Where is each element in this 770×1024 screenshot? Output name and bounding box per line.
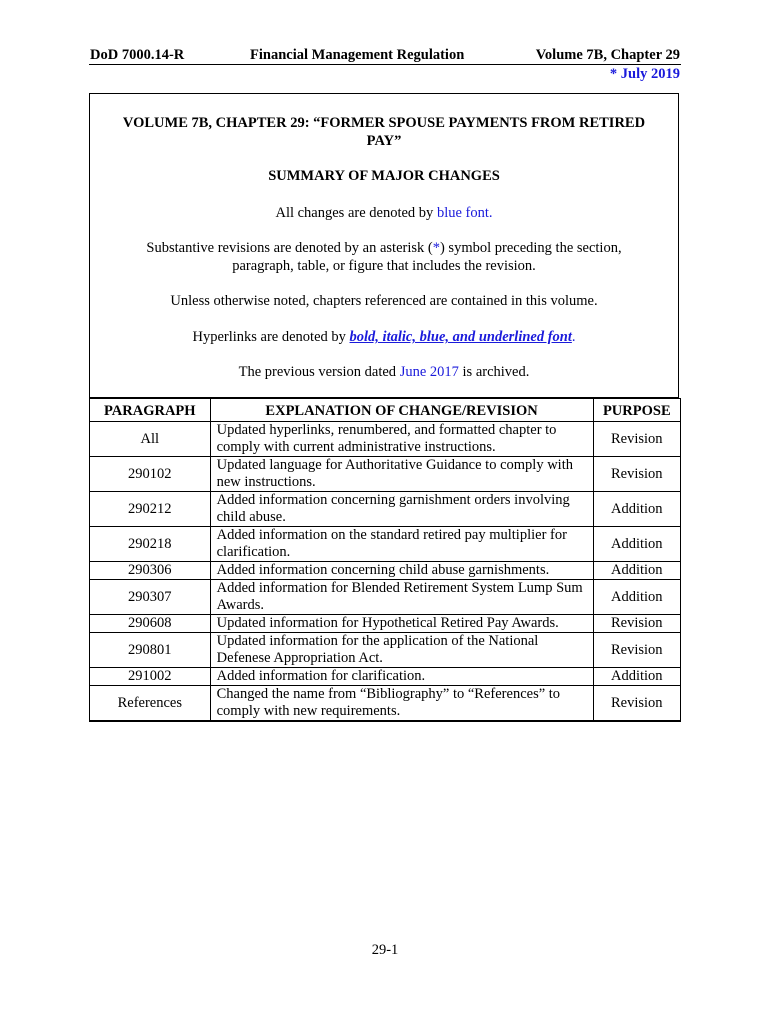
explanation-cell: Added information concerning garnishment orders involving child abuse. — [210, 492, 593, 527]
changes-table — [89, 398, 681, 722]
paragraph-cell: All — [90, 422, 211, 457]
explanation-cell: Added information concerning child abuse garnishments. — [210, 562, 593, 580]
purpose-cell: Revision — [593, 457, 680, 492]
explanation-cell: Added information for Blended Retirement System Lump Sum Awards. — [210, 580, 593, 615]
purpose-cell: Addition — [593, 580, 680, 615]
paragraph-cell: 290218 — [90, 527, 211, 562]
previous-version-suffix: is archived. — [458, 364, 530, 380]
header-regulation-title: Financial Management Regulation — [250, 47, 465, 63]
blue-font-note — [90, 204, 678, 222]
chapter-title — [90, 114, 678, 150]
purpose-cell: Revision — [593, 686, 680, 722]
table-row — [90, 615, 681, 633]
paragraph-cell: 290212 — [90, 492, 211, 527]
asterisk-symbol: * — [432, 240, 440, 256]
purpose-cell: Addition — [593, 492, 680, 527]
table-row — [90, 580, 681, 615]
chapter-title-line-1: VOLUME 7B, CHAPTER 29: “FORMER SPOUSE PAYMENTS FROM RETIRED — [122, 115, 646, 131]
previous-version-prefix: The previous version dated — [238, 364, 400, 380]
explanation-cell: Changed the name from “Bibliography” to “References” to comply with new requirements. — [210, 686, 593, 722]
paragraph-cell: 290306 — [90, 562, 211, 580]
substantive-note-1b: ) symbol preceding the section, — [439, 240, 622, 256]
header-date: * July 2019 — [609, 66, 680, 82]
paragraph-cell: 291002 — [90, 668, 211, 686]
chapters-note: Unless otherwise noted, chapters referenced are contained in this volume. — [170, 293, 598, 309]
hyperlinks-note — [90, 328, 678, 346]
table-row — [90, 422, 681, 457]
purpose-cell: Revision — [593, 615, 680, 633]
blue-font-note-suffix: . — [488, 205, 493, 221]
paragraph-cell: 290801 — [90, 633, 211, 668]
table-row — [90, 527, 681, 562]
paragraph-cell: 290102 — [90, 457, 211, 492]
summary-box — [89, 93, 679, 398]
table-row — [90, 668, 681, 686]
explanation-cell: Added information on the standard retired pay multiplier for clarification. — [210, 527, 593, 562]
paragraph-column-header: PARAGRAPH — [90, 399, 211, 422]
header-volume-chapter: Volume 7B, Chapter 29 — [535, 47, 680, 63]
explanation-cell: Added information for clarification. — [210, 668, 593, 686]
purpose-cell: Revision — [593, 422, 680, 457]
chapter-title-line-2: PAY” — [366, 133, 402, 149]
purpose-cell: Revision — [593, 633, 680, 668]
explanation-cell: Updated information for the application of the National Defenese Appropriation Act. — [210, 633, 593, 668]
substantive-note-line-2: paragraph, table, or figure that includes the revision. — [232, 258, 536, 274]
explanation-cell: Updated information for Hypothetical Retired Pay Awards. — [210, 615, 593, 633]
paragraph-cell: 290608 — [90, 615, 211, 633]
hyperlink-style-sample[interactable]: bold, italic, blue, and underlined font — [349, 329, 572, 345]
hyperlinks-note-suffix: . — [571, 329, 576, 345]
blue-font-note-prefix: All changes are denoted by — [275, 205, 437, 221]
explanation-cell: Updated hyperlinks, renumbered, and formatted chapter to comply with current administrative instructions. — [210, 422, 593, 457]
explanation-cell: Updated language for Authoritative Guidance to comply with new instructions. — [210, 457, 593, 492]
table-row — [90, 562, 681, 580]
previous-version-note — [90, 363, 678, 381]
header-rule — [89, 64, 681, 65]
hyperlinks-note-prefix: Hyperlinks are denoted by — [192, 329, 350, 345]
table-row — [90, 686, 681, 722]
paragraph-cell: References — [90, 686, 211, 722]
header-document-id: DoD 7000.14-R — [90, 47, 185, 63]
purpose-cell: Addition — [593, 562, 680, 580]
explanation-column-header: EXPLANATION OF CHANGE/REVISION — [210, 399, 593, 422]
table-row — [90, 633, 681, 668]
purpose-cell: Addition — [593, 527, 680, 562]
table-row — [90, 492, 681, 527]
purpose-column-header: PURPOSE — [593, 399, 680, 422]
page-number: 29-1 — [371, 942, 399, 958]
blue-font-sample: blue font — [436, 205, 489, 221]
paragraph-cell: 290307 — [90, 580, 211, 615]
table-row — [90, 457, 681, 492]
substantive-note-1a: Substantive revisions are denoted by an asterisk ( — [146, 240, 433, 256]
substantive-note-line-1 — [90, 239, 678, 257]
previous-version-date: June 2017 — [399, 364, 459, 380]
table-header-row — [90, 399, 681, 422]
summary-subtitle: SUMMARY OF MAJOR CHANGES — [268, 168, 500, 184]
purpose-cell: Addition — [593, 668, 680, 686]
